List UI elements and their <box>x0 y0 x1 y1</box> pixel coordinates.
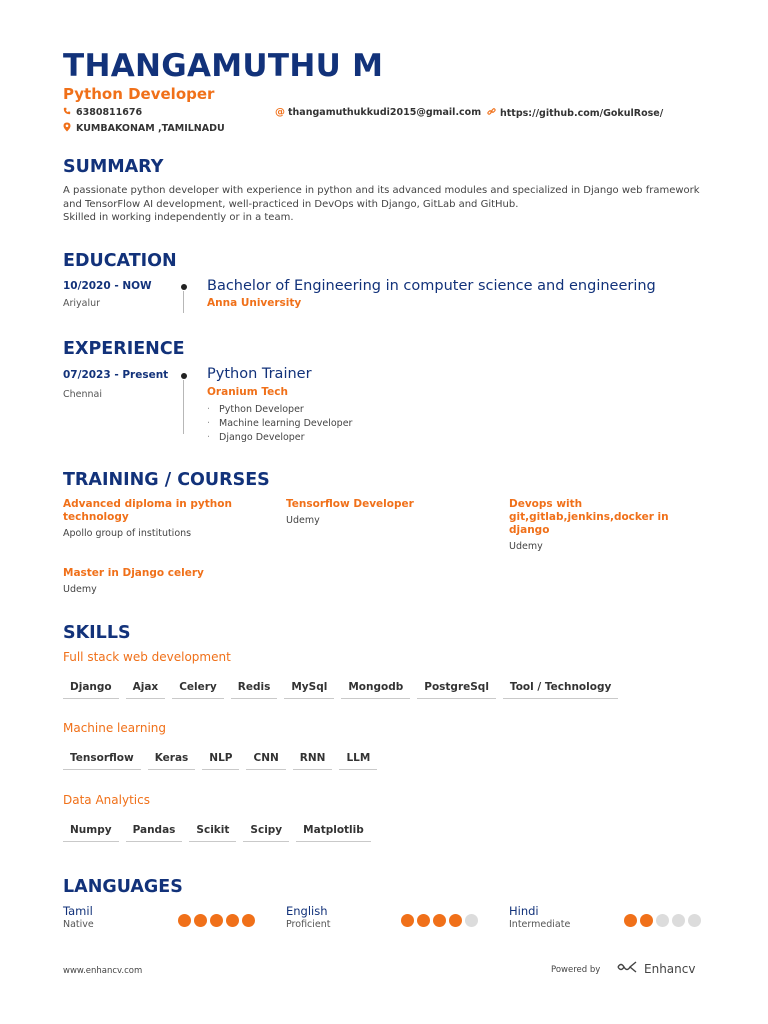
skill-tag: Redis <box>231 678 278 699</box>
training-heading: TRAINING / COURSES <box>63 470 270 490</box>
skill-tag: CNN <box>246 749 285 770</box>
skill-tag: Ajax <box>126 678 166 699</box>
skills-heading: SKILLS <box>63 623 131 643</box>
course-org: Udemy <box>63 584 97 595</box>
education-degree: Bachelor of Engineering in computer science and engineering <box>207 278 656 294</box>
skill-tag: MySql <box>284 678 334 699</box>
education-location: Ariyalur <box>63 298 101 309</box>
contact-location <box>63 122 225 135</box>
course-title: Devops with git,gitlab,jenkins,docker in django <box>509 498 669 536</box>
course-title: Tensorflow Developer <box>286 498 414 510</box>
experience-heading: EXPERIENCE <box>63 339 185 359</box>
contact-github[interactable] <box>487 107 663 119</box>
footer-powered-by: Powered by <box>551 965 601 975</box>
contact-email[interactable] <box>275 107 481 118</box>
language-rating <box>624 914 701 927</box>
languages-heading: LANGUAGES <box>63 877 183 897</box>
enhancv-logo-icon <box>616 961 640 976</box>
rating-dot-filled <box>194 914 207 927</box>
language-level: Intermediate <box>509 919 571 930</box>
rating-dot-empty <box>688 914 701 927</box>
location-pin-icon <box>63 122 71 135</box>
skill-tag: Matplotlib <box>296 821 371 842</box>
summary-line: Skilled in working independently or in a team. <box>63 212 294 223</box>
skill-tag: PostgreSql <box>417 678 496 699</box>
email-link[interactable]: thangamuthukkudi2015@gmail.com <box>288 107 482 118</box>
list-item: · Machine learning Developer <box>207 417 352 431</box>
skill-tag: NLP <box>202 749 239 770</box>
rating-dot-filled <box>178 914 191 927</box>
timeline-dot <box>181 284 187 290</box>
skill-tag: Numpy <box>63 821 119 842</box>
language-item <box>509 904 709 930</box>
skill-tag: RNN <box>293 749 333 770</box>
skill-category: Data Analytics <box>63 793 150 807</box>
language-name: Hindi <box>509 904 539 918</box>
candidate-role: Python Developer <box>63 85 215 103</box>
rating-dot-filled <box>449 914 462 927</box>
rating-dot-empty <box>465 914 478 927</box>
course-item <box>509 498 699 552</box>
education-date: 10/2020 - NOW <box>63 280 152 292</box>
rating-dot-filled <box>401 914 414 927</box>
skill-tag: Scipy <box>243 821 289 842</box>
language-level: Native <box>63 919 94 930</box>
github-link[interactable]: https://github.com/GokulRose/ <box>500 107 664 119</box>
candidate-name: THANGAMUTHU M <box>63 48 384 84</box>
skill-tags <box>63 678 618 699</box>
skill-tag: Scikit <box>189 821 236 842</box>
course-org: Apollo group of institutions <box>63 528 192 539</box>
rating-dot-empty <box>656 914 669 927</box>
phone-icon <box>63 107 71 118</box>
skill-tag: Tensorflow <box>63 749 141 770</box>
rating-dot-filled <box>417 914 430 927</box>
rating-dot-filled <box>624 914 637 927</box>
course-title: Master in Django celery <box>63 567 204 579</box>
rating-dot-filled <box>433 914 446 927</box>
summary-line: A passionate python developer with experience in python and its advanced modules and specialized in Django web framework <box>63 185 700 196</box>
language-item <box>286 904 486 930</box>
skill-tag: Keras <box>148 749 196 770</box>
skill-tag: Django <box>63 678 119 699</box>
rating-dot-filled <box>210 914 223 927</box>
experience-location: Chennai <box>63 389 103 400</box>
brand-name: Enhancv <box>644 961 696 976</box>
language-name: English <box>286 904 328 918</box>
skill-tag: Celery <box>172 678 224 699</box>
education-heading: EDUCATION <box>63 251 177 271</box>
language-item <box>63 904 263 930</box>
education-school: Anna University <box>207 297 302 309</box>
at-icon: @ <box>275 107 285 118</box>
footer-website[interactable]: www.enhancv.com <box>63 966 143 976</box>
skill-tag: Pandas <box>126 821 183 842</box>
experience-company: Oranium Tech <box>207 386 288 398</box>
language-name: Tamil <box>63 904 93 918</box>
course-org: Udemy <box>509 541 543 552</box>
language-level: Proficient <box>286 919 331 930</box>
rating-dot-filled <box>242 914 255 927</box>
rating-dot-empty <box>672 914 685 927</box>
course-item <box>63 567 258 595</box>
course-title: Advanced diploma in python technology <box>63 498 232 523</box>
link-icon <box>487 107 495 119</box>
skill-tags <box>63 749 377 770</box>
location-text: KUMBAKONAM ,TAMILNADU <box>76 123 225 134</box>
timeline-dot <box>181 373 187 379</box>
summary-line: and TensorFlow AI development, well-practiced in DevOps with Django, GitLab and GitHub. <box>63 198 519 210</box>
experience-date: 07/2023 - Present <box>63 369 169 381</box>
timeline-line <box>183 380 184 434</box>
rating-dot-filled <box>226 914 239 927</box>
skill-tag: LLM <box>339 749 377 770</box>
skill-tag: Tool / Technology <box>503 678 618 699</box>
skill-category: Full stack web development <box>63 650 231 664</box>
summary-heading: SUMMARY <box>63 157 164 177</box>
skill-category: Machine learning <box>63 721 167 735</box>
summary-text <box>63 184 703 225</box>
skill-tags <box>63 821 371 842</box>
list-item: · Python Developer <box>207 403 352 417</box>
language-rating <box>178 914 255 927</box>
phone-number: 6380811676 <box>76 107 143 118</box>
course-org: Udemy <box>286 515 320 526</box>
experience-position: Python Trainer <box>207 366 312 382</box>
experience-bullets <box>207 403 352 445</box>
skill-tag: Mongodb <box>341 678 410 699</box>
contact-phone <box>63 107 142 118</box>
list-item: · Django Developer <box>207 431 352 445</box>
course-item <box>63 498 258 539</box>
rating-dot-filled <box>640 914 653 927</box>
footer-brand[interactable] <box>616 961 695 976</box>
course-item <box>286 498 481 526</box>
timeline-line <box>183 291 184 313</box>
language-rating <box>401 914 478 927</box>
